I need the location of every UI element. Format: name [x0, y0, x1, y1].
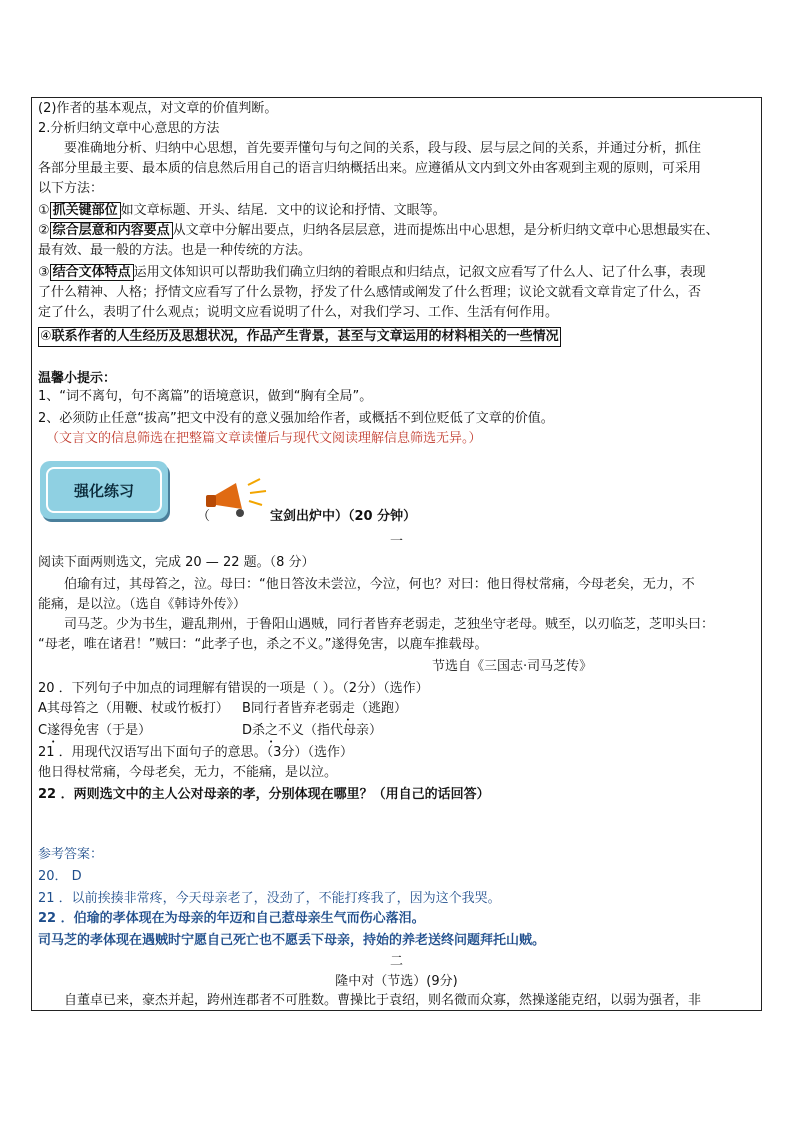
- method-3: ③ 结合文体特点 运用文体知识可以帮助我们确立归纳的着眼点和归结点，记叙文应看写了什么人、记了什么事，表现: [38, 265, 706, 280]
- section-two: 二: [389, 954, 403, 969]
- para-method-2: 各部分里最主要、最本质的信息然后用自己的语言归纳概括出来。应遵循从文内到文外由客观到主观的原则，可采用: [38, 161, 702, 176]
- passage-b-2: “母老，唯在诸君！”贼曰：“此孝子也，杀之不义。”遂得免害，以鹿车推载母。: [38, 637, 488, 652]
- question-intro: 阅读下面两则选文，完成 20 — 22 题。（8 分）: [38, 555, 315, 570]
- question-20: 20 ．下列句子中加点的词理解有错误的一项是（ ）。（2分）（选作）: [38, 681, 429, 696]
- practice-open: （: [197, 509, 211, 524]
- method-4-key: 联系作者的人生经历及思想状况，作品产生背景，甚至与文章运用的材料相关的一些情况: [51, 329, 559, 344]
- line-viewpoint: (2)作者的基本观点，对文章的价值判断。: [38, 101, 278, 116]
- option-d: D杀之不义（指代母亲）: [242, 723, 383, 738]
- answer-21: 21 ．以前挨揍非常疼，今天母亲老了，没劲了，不能打疼我了，因为这个我哭。: [38, 891, 501, 906]
- option-c: C遂得免害（于是）: [38, 723, 152, 738]
- practice-badge: 强化练习: [40, 461, 168, 519]
- method-2: ② 综合层意和内容要点 从文章中分解出要点，归纳各层层意，进而提炼出中心思想，是分析归纳文章中心思想最实在、: [38, 223, 719, 238]
- option-b: B同行者皆弃老弱走（逃跑）: [242, 701, 407, 716]
- question-21-sentence: 他日得杖常痛，今母老矣，无力，不能痛，是以泣。: [38, 765, 338, 780]
- para-method-3: 以下方法：: [38, 181, 104, 196]
- answer-title: 参考答案：: [38, 847, 104, 862]
- passage-a-2: 能痛，是以泣。（选自《韩诗外传》）: [38, 597, 247, 612]
- tip-1: 1、“词不离句，句不离篇”的语境意识，做到“胸有全局”。: [38, 389, 373, 404]
- para-method-1: 要准确地分析、归纳中心思想，首先要弄懂句与句之间的关系，段与段、层与层之间的关系，并通过分析，抓住: [64, 141, 702, 156]
- method-3-cont1: 了什么精神、人格；抒情文应看写了什么景物，抒发了什么感情或阐发了什么哲理；议论文就看文章肯定了什么，否: [38, 285, 702, 300]
- question-21: 21 ．用现代汉语写出下面句子的意思。（3分）（选作）: [38, 745, 353, 760]
- method-3-key: 结合文体特点: [50, 264, 134, 281]
- method-heading: 2.分析归纳文章中心意思的方法: [38, 121, 220, 136]
- tip-3: （文言文的信息筛选在把整篇文章读懂后与现代文阅读理解信息筛选无异。）: [46, 431, 482, 446]
- method-3-cont2: 定了什么，表明了什么观点；说明文应看说明了什么，对我们学习、工作、生活有何作用。: [38, 305, 559, 320]
- answer-22a: 22 ．伯瑜的孝体现在为母亲的年迈和自己惹母亲生气而伤心落泪。: [38, 911, 425, 926]
- method-4: ④联系作者的人生经历及思想状况，作品产生背景，甚至与文章运用的材料相关的一些情况: [38, 327, 561, 347]
- method-2-key: 综合层意和内容要点: [50, 222, 173, 239]
- tips-title: 温馨小提示：: [38, 371, 117, 386]
- option-a: A其母笞之（用鞭、杖或竹板打）: [38, 701, 229, 716]
- answer-20: 20． D: [38, 869, 82, 884]
- method-2-cont: 最有效、最一般的方法。也是一种传统的方法。: [38, 243, 312, 258]
- section-one: 一: [389, 534, 403, 549]
- passage-b-1: 司马芝。少为书生，避乱荆州，于鲁阳山遇贼，同行者皆弃老弱走，芝独坐守老母。贼至，以刃临芝，芝叩头曰：: [64, 617, 715, 632]
- practice-subtitle: 宝剑出炉中）（20 分钟）: [270, 509, 417, 524]
- passage-2-title: 隆中对（节选）(9分): [335, 974, 458, 989]
- question-22: 22 ．两则选文中的主人公对母亲的孝，分别体现在哪里？（用自己的话回答）: [38, 787, 490, 802]
- document-frame: [31, 97, 762, 1011]
- tip-2: 2、必须防止任意“拔高”把文中没有的意义强加给作者，或概括不到位贬低了文章的价值。: [38, 411, 554, 426]
- passage-a-1: 伯瑜有过，其母笞之，泣。母曰：“他日答汝未尝泣，今泣，何也？对曰：他日得杖常痛，今母老矣，无力，不: [64, 577, 695, 592]
- passage-2-first-line: 自董卓已来，豪杰并起，跨州连郡者不可胜数。曹操比于袁绍，则名微而众寡，然操遂能克绍，以弱为强者，非: [64, 993, 702, 1008]
- megaphone-icon: [202, 475, 272, 523]
- method-1: ① 抓关键部位 如文章标题、开头、结尾．文中的议论和抒情、文眼等。: [38, 203, 446, 218]
- passage-b-source: 节选自《三国志·司马芝传》: [432, 659, 593, 674]
- answer-22b: 司马芝的孝体现在遇贼时宁愿自己死亡也不愿丢下母亲，持始的养老送终问题拜托山贼。: [38, 933, 546, 948]
- method-1-key: 抓关键部位: [50, 202, 121, 219]
